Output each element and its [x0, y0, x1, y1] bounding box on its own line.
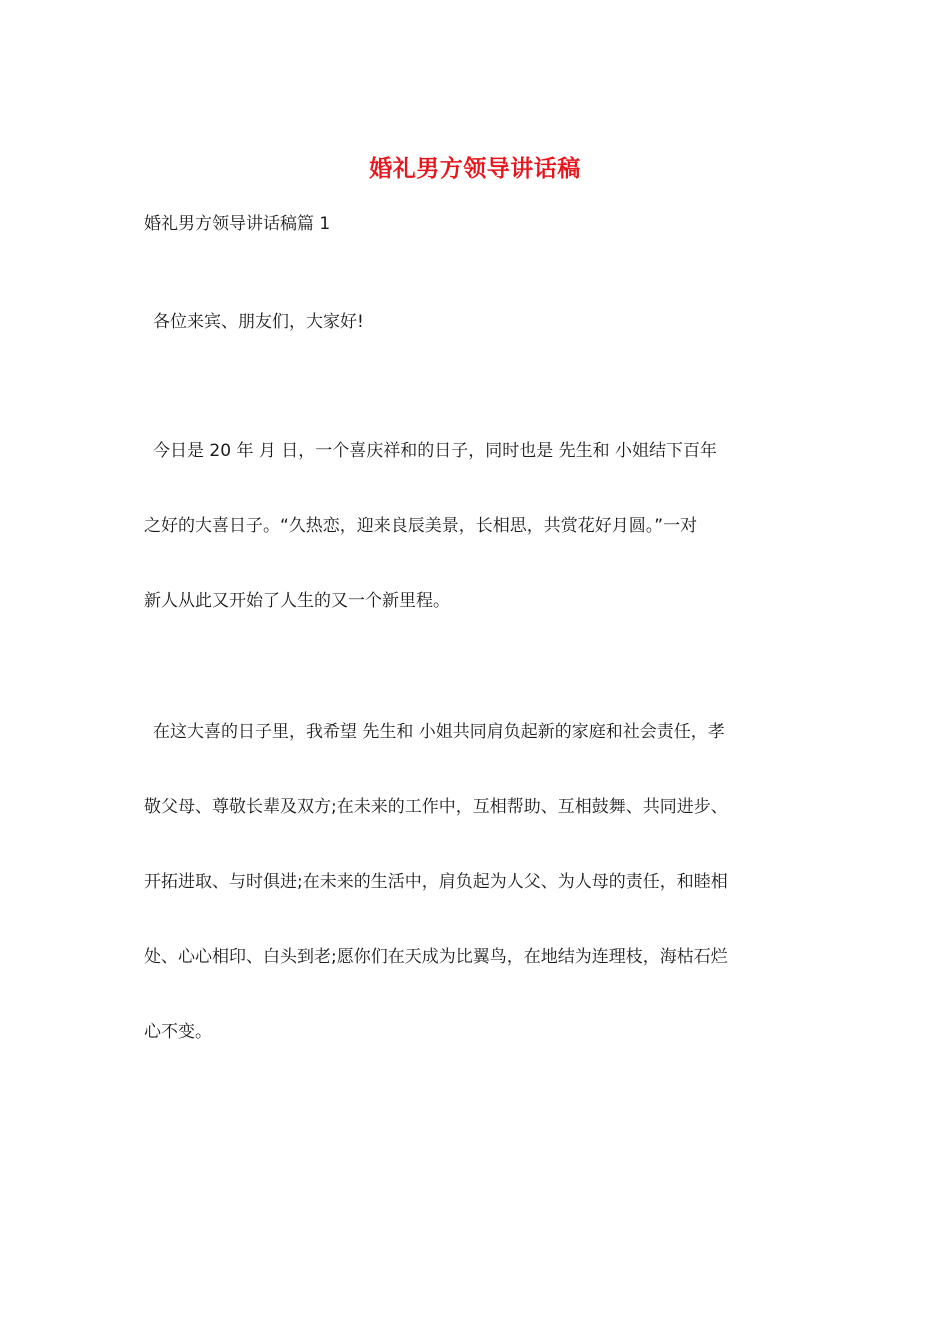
paragraph-line: 今日是 20 年 月 日，一个喜庆祥和的日子，同时也是 先生和 小姐结下百年: [153, 441, 718, 461]
paragraph-1: [144, 438, 812, 663]
paragraph-2: [144, 719, 812, 1094]
paragraph-line: 处、心心相印、白头到老;愿你们在天成为比翼鸟，在地结为连理枝，海枯石烂: [144, 947, 728, 967]
greeting-line: 各位来宾、朋友们，大家好!: [153, 312, 364, 332]
paragraph-line: 之好的大喜日子。“久热恋，迎来良辰美景，长相思，共赏花好月圆。”一对: [144, 516, 698, 536]
paragraph-line: 心不变。: [144, 1022, 212, 1042]
greeting-paragraph: [144, 309, 812, 384]
paragraph-line: 敬父母、尊敬长辈及双方;在未来的工作中，互相帮助、互相鼓舞、共同进步、: [144, 797, 728, 817]
section-heading: 婚礼男方领导讲话稿篇 1: [144, 214, 331, 234]
paragraph-line: 在这大喜的日子里，我希望 先生和 小姐共同肩负起新的家庭和社会责任，孝: [153, 722, 725, 742]
paragraph-line: 开拓进取、与时俱进;在未来的生活中，肩负起为人父、为人母的责任，和睦相: [144, 872, 728, 892]
document-title: 婚礼男方领导讲话稿: [369, 155, 581, 182]
paragraph-line: 新人从此又开始了人生的又一个新里程。: [144, 591, 450, 611]
